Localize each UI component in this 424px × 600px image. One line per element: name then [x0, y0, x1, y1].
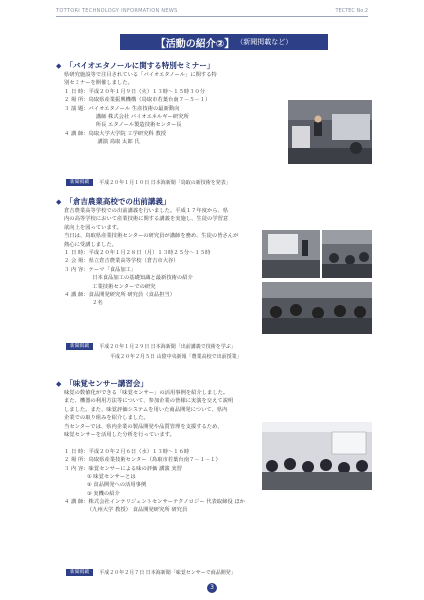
lecture-photo-3	[262, 282, 372, 334]
news-row-3	[66, 568, 236, 576]
text-line: 倉吉農業高等学校での出前講義を行いました。平成１７年度から、県	[64, 208, 229, 214]
text-line: 企業での取り組みを紹介しました。	[64, 415, 149, 422]
news-badge: 新聞掲載	[66, 343, 93, 350]
activity-banner	[120, 34, 328, 50]
news-badge: 新聞掲載	[66, 179, 93, 186]
lecture-photo-2-image	[322, 230, 372, 278]
page-header	[56, 6, 368, 17]
lecture-photo-1	[262, 230, 320, 278]
text-line: 所長 エタノール製造技術センター長	[64, 122, 182, 129]
text-line: 内の高等学校において産業技術に関する講義を実施し、生徒の学習意	[64, 216, 229, 223]
text-line: ２ 場 所：鳥取県産業技術センター（鳥取市若葉台南７－１－１）	[64, 457, 221, 464]
text-line: ２ 会 場：県立倉吉農業高等学校（倉吉市大谷）	[64, 258, 179, 265]
text-line: 県研究施設等で注目されている「バイオエタノール」に関する特	[64, 72, 217, 78]
section-title-bioethanol: ◆ 「バイオエタノールに関する特別セミナー」	[56, 61, 215, 70]
text-line: ② 食品開発への活用事例	[64, 482, 147, 489]
seminar-photo-image	[288, 100, 372, 164]
lecture-photo-2	[322, 230, 372, 278]
text-line: 当日は、鳥取県産業技術センターの研究員が講師を務め、生徒の皆さんが	[64, 233, 239, 240]
text-line: 講演 鳥取 太郎 氏	[64, 139, 140, 146]
lecture-photo-1-image	[262, 230, 320, 278]
text-line: ２名	[64, 300, 103, 307]
text-line: １ 日 時：平成２０年１月９日（火）１３時～１５時３０分	[64, 88, 206, 95]
text-line: ４ 講 師：鳥取大学大学院 工学研究科 教授	[64, 130, 167, 137]
text-line: ① 味覚センサーとは	[64, 473, 136, 480]
news-text: 平成２０年２月７日 日本海新聞「味覚センサーで商品開発」	[99, 569, 236, 576]
text-line: 別セミナーを開催しました。	[64, 80, 133, 87]
news-row-2b	[110, 352, 242, 360]
text-line: ３ 内 容：味覚センサーによる味の評価 講演 実習	[64, 465, 182, 472]
diamond-icon: ◆	[56, 62, 62, 70]
text-line: ４ 講 師：食品開発研究所 研究員（食品担当）	[64, 291, 175, 298]
lecture-photo-3-image	[262, 282, 372, 334]
text-line: 日本食品加工の基礎知識と最新技術の紹介	[64, 275, 193, 282]
text-line: 講師 株式会社 バイオエネルギー研究所	[64, 113, 189, 120]
text-line: ３ 内 容：テーマ「食品加工」	[64, 266, 137, 273]
news-row-2	[66, 342, 236, 350]
header-right: TECTEC No.2	[335, 8, 368, 14]
section-title-taste-sensor: ◆ 「味覚センサー講習会」	[56, 379, 148, 388]
news-badge: 新聞掲載	[66, 569, 93, 576]
text-line: 当センターでは、県内企業の製品開発や品質管理を支援するため、	[64, 423, 223, 430]
banner-subtitle: （新聞掲載など）	[236, 38, 293, 46]
text-line: ４ 講 師：株式会社インテリジェントセンサーテクノロジー 代表取締役 ほか	[64, 499, 245, 506]
news-row-1	[66, 178, 231, 186]
text-line: 工業技術センターでの研究	[64, 283, 156, 290]
text-line: 味覚センサーを活用した分析を行っています。	[64, 431, 175, 438]
text-line: しました。また、味覚評価システムを用いた商品開発について、県内	[64, 406, 228, 413]
text-line: 熱心に受講しました。	[64, 241, 117, 248]
banner-title: 【活動の紹介②】	[155, 38, 235, 50]
seminar-photo	[288, 100, 372, 164]
news-text: 平成２０年１月２９日 日本海新聞「出前講義で技術を学ぶ」	[99, 343, 236, 350]
news-text: 平成２０年１月１０日 日本海新聞「鳥取の新技術を発表」	[99, 179, 231, 186]
text-line: また、機器の利用方法等について、参加企業の皆様に実演を交えて説明	[64, 398, 234, 405]
taste-seminar-photo-image	[262, 422, 372, 490]
text-line: １ 日 時：平成２０年２月６日（水）１３時～１６時	[64, 448, 190, 455]
text-line: （九州大学 教授） 食品開発研究所 研究員	[64, 507, 188, 514]
diamond-icon: ◆	[56, 380, 62, 388]
section-body-lecture	[64, 207, 264, 308]
page-number: 3	[207, 583, 217, 593]
text-line: １ 日 時：平成２０年１月２８日（月）１３時２５分～１５時	[64, 249, 211, 256]
news-text: 平成２０年２月５日 山陰中央新報「農業高校で出前授業」	[110, 353, 242, 360]
text-line: 欲向上を図っています。	[64, 224, 122, 231]
text-line: ③ 実機の紹介	[64, 490, 120, 497]
diamond-icon: ◆	[56, 198, 62, 206]
text-line: ３ 演 題：バイオエタノール 生産技術の最新動向	[64, 105, 180, 112]
header-left: TOTTORI TECHNOLOGY INFORMATION NEWS	[56, 8, 178, 14]
text-line: ２ 場 所：鳥取県産業振興機構（鳥取市若葉台南７－５－１）	[64, 97, 211, 104]
taste-seminar-photo	[262, 422, 372, 490]
text-line: 味覚の数値化ができる「味覚センサー」の活用事例を紹介しました。	[64, 390, 229, 396]
section-title-lecture: ◆ 「倉吉農業高校での出前講義」	[56, 197, 171, 206]
